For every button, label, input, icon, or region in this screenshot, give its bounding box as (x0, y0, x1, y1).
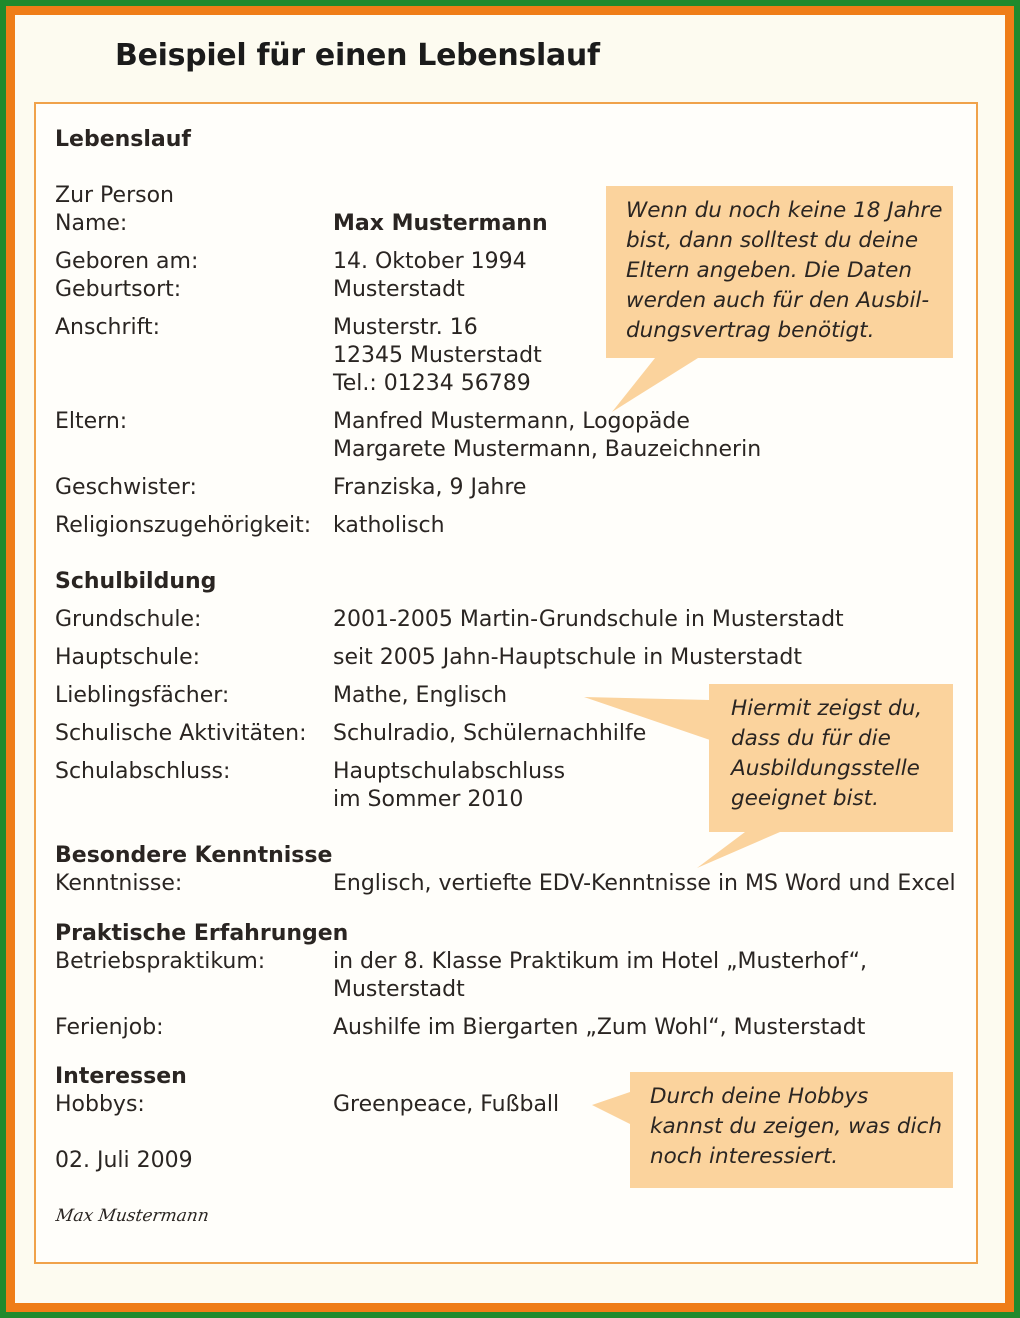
label-birthplace: Geburtsort: (55, 277, 182, 302)
callout-parents-line: Wenn du noch keine 18 Jahre (626, 198, 943, 223)
value-secondary-school: seit 2005 Jahn-Hauptschule in Musterstadt (333, 645, 802, 670)
cv-heading: Lebenslauf (55, 127, 191, 152)
value-internship-city: Musterstadt (333, 977, 465, 1002)
value-primary-school: 2001-2005 Martin-Grundschule in Musterstadt (333, 607, 844, 632)
section-skills: Besondere Kenntnisse (55, 843, 333, 868)
value-graduation-date: im Sommer 2010 (333, 787, 524, 812)
signature: Max Mustermann (54, 1206, 211, 1226)
callout-hobbies-line: Durch deine Hobbys (650, 1084, 869, 1109)
value-graduation: Hauptschulabschluss (333, 759, 566, 784)
value-favorite-subjects: Mathe, Englisch (333, 683, 508, 708)
value-birthplace: Musterstadt (333, 277, 465, 302)
page-title: Beispiel für einen Lebenslauf (115, 38, 600, 73)
value-name: Max Mustermann (333, 211, 548, 236)
label-internship: Betriebspraktikum: (55, 949, 266, 974)
callout-tail-2-lower (697, 832, 780, 868)
value-parent-mother: Margarete Mustermann, Bauzeichnerin (333, 437, 762, 462)
section-person: Zur Person (55, 183, 174, 208)
callout-parents-line: dungsvertrag benötigt. (626, 318, 875, 343)
section-school: Schulbildung (55, 569, 217, 594)
label-siblings: Geschwister: (55, 475, 197, 500)
callout-tail-3 (592, 1092, 630, 1124)
value-hobbies: Greenpeace, Fußball (333, 1092, 560, 1117)
value-religion: katholisch (333, 513, 445, 538)
value-holiday-job: Aushilfe im Biergarten „Zum Wohl“, Musterstadt (333, 1015, 866, 1040)
value-internship: in der 8. Klasse Praktikum im Hotel „Musterhof“, (333, 949, 868, 974)
callout-parents-line: Eltern angeben. Die Daten (626, 258, 912, 283)
callout-tail-1 (612, 358, 698, 412)
label-holiday-job: Ferienjob: (55, 1015, 164, 1040)
callout-school-line: dass du für die (731, 726, 891, 751)
value-school-activities: Schulradio, Schülernachhilfe (333, 721, 647, 746)
label-hobbies: Hobbys: (55, 1092, 145, 1117)
section-practice: Praktische Erfahrungen (55, 921, 349, 946)
value-address-city: 12345 Musterstadt (333, 343, 542, 368)
label-skills: Kenntnisse: (55, 871, 183, 896)
callout-parents-line: bist, dann solltest du deine (626, 228, 919, 253)
value-skills: Englisch, vertiefte EDV-Kenntnisse in MS Word und Excel (333, 871, 956, 896)
label-name: Name: (55, 211, 128, 236)
value-parent-father: Manfred Mustermann, Logopäde (333, 409, 690, 434)
label-birthdate: Geboren am: (55, 249, 199, 274)
value-siblings: Franziska, 9 Jahre (333, 475, 527, 500)
label-graduation: Schulabschluss: (55, 759, 231, 784)
label-favorite-subjects: Lieblingsfächer: (55, 683, 230, 708)
callout-parents-line: werden auch für den Ausbil- (626, 288, 930, 313)
label-parents: Eltern: (55, 409, 128, 434)
section-interests: Interessen (55, 1064, 187, 1089)
label-secondary-school: Hauptschule: (55, 645, 201, 670)
label-school-activities: Schulische Aktivitäten: (55, 721, 307, 746)
callout-hobbies-line: kannst du zeigen, was dich (650, 1114, 942, 1139)
label-primary-school: Grundschule: (55, 607, 202, 632)
callout-parents (606, 186, 953, 358)
value-address-phone: Tel.: 01234 56789 (333, 371, 531, 396)
callout-school-line: Ausbildungsstelle (731, 756, 920, 781)
value-birthdate: 14. Oktober 1994 (333, 249, 527, 274)
label-address: Anschrift: (55, 315, 161, 340)
callout-hobbies-line: noch interessiert. (650, 1144, 839, 1169)
date: 02. Juli 2009 (55, 1148, 193, 1173)
label-religion: Religionszugehörigkeit: (55, 513, 312, 538)
callout-school-line: geeignet bist. (731, 786, 879, 811)
callout-hobbies (630, 1072, 953, 1188)
callout-school (709, 684, 953, 832)
callout-school-line: Hiermit zeigst du, (731, 696, 923, 721)
value-address-street: Musterstr. 16 (333, 315, 478, 340)
